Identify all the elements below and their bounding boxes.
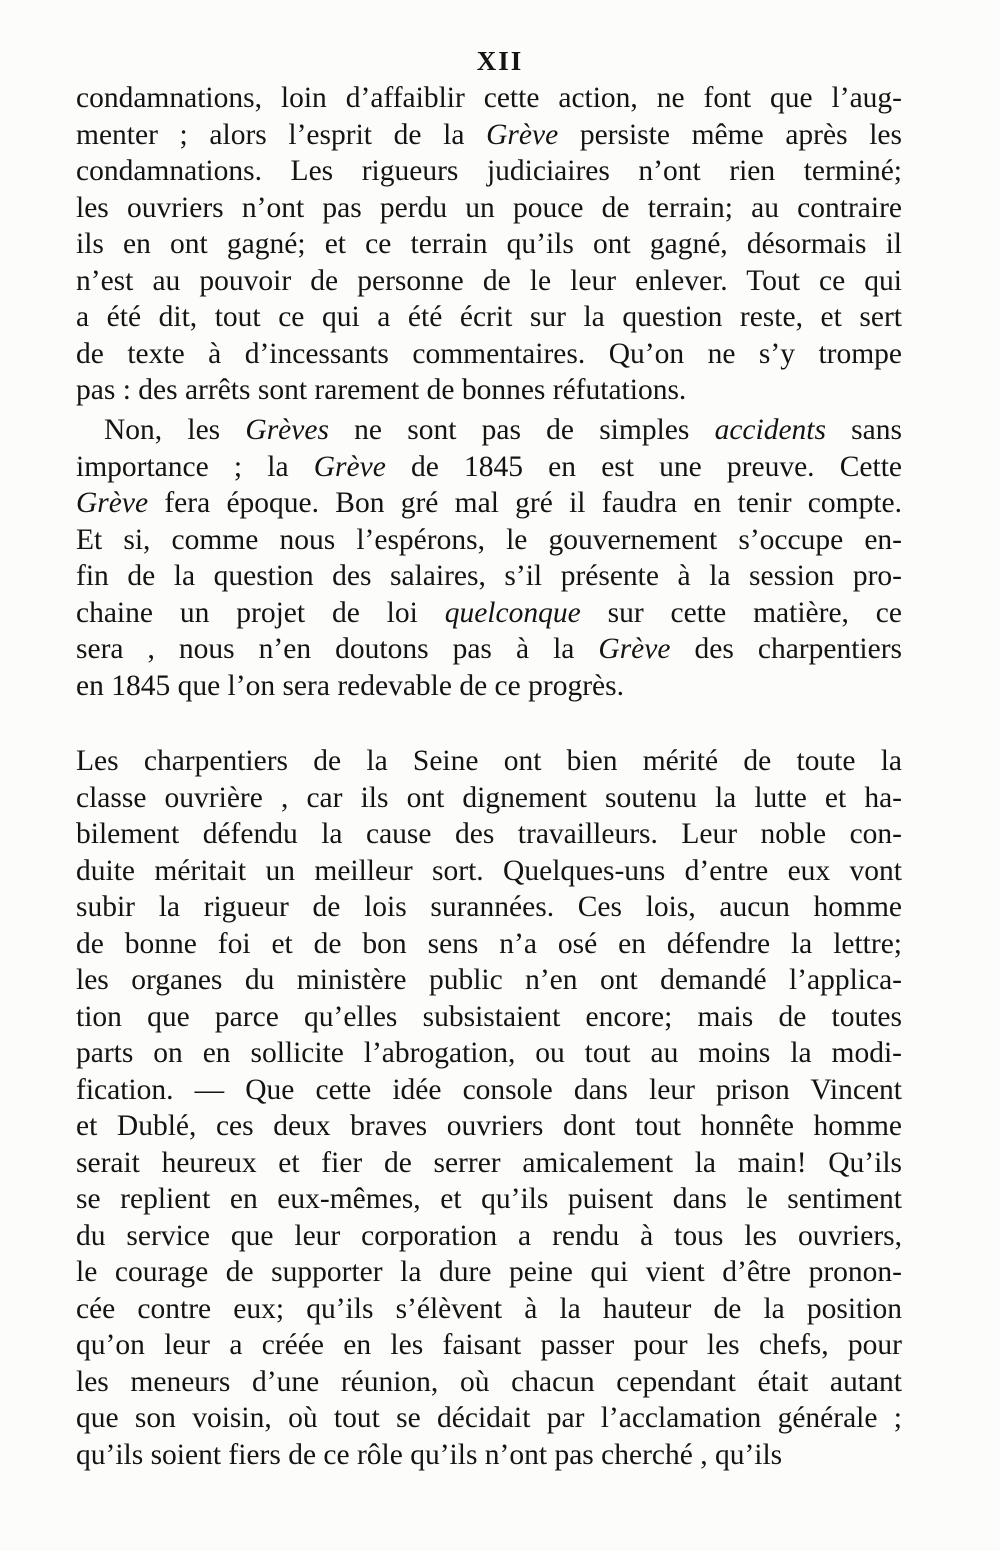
text-line xyxy=(76,80,902,117)
text-run: duite méritait un meilleur sort. Quelques-uns d’entre eux vont xyxy=(76,854,902,887)
text-line xyxy=(76,1181,902,1218)
text-line xyxy=(76,668,902,705)
text-run: fication. — Que cette idée console dans leur prison Vincent xyxy=(76,1073,902,1106)
text-line xyxy=(76,1145,902,1182)
text-run: ne sont pas de simples xyxy=(328,414,715,446)
text-run: condamnations. Les rigueurs judiciaires n’ont rien terminé; xyxy=(76,155,902,187)
text-run: du service que leur corporation a rendu à tous les ouvriers, xyxy=(76,1219,902,1252)
text-run: Les charpentiers de la Seine ont bien mérité de toute la xyxy=(76,745,902,777)
text-run: condamnations, loin d’affaiblir cette action, ne font que l’aug- xyxy=(76,82,902,114)
text-line xyxy=(76,372,902,409)
text-run: se replient en eux-mêmes, et qu’ils puisent dans le sentiment xyxy=(76,1183,902,1215)
paragraph-1 xyxy=(76,80,902,409)
text-run: que son voisin, où tout se décidait par l’acclamation générale ; xyxy=(76,1402,902,1434)
text-run: bilement défendu la cause des travailleurs. Leur noble con- xyxy=(76,818,902,850)
text-line xyxy=(76,117,902,154)
text-run: fin de la question des salaires, s’il présente à la session pro- xyxy=(76,560,902,592)
text-line xyxy=(76,449,902,486)
text-line xyxy=(76,1254,902,1291)
text-run: de bonne foi et de bon sens n’a osé en défendre la lettre; xyxy=(76,927,902,960)
text-run: et Dublé, ces deux braves ouvriers dont tout honnête homme xyxy=(76,1110,902,1142)
text-line xyxy=(76,743,902,780)
text-line xyxy=(76,558,902,595)
text-line xyxy=(76,263,902,300)
text-run: pas : des arrêts sont rarement de bonnes réfutations. xyxy=(76,374,687,406)
text-run: Non, les xyxy=(104,414,246,446)
text-run: a été dit, tout ce qui a été écrit sur la question reste, et sert xyxy=(76,301,902,333)
text-run: Et si, comme nous l’espérons, le gouvernement s’occupe en- xyxy=(76,523,902,556)
paragraph-2 xyxy=(76,412,902,704)
text-run: parts on en sollicite l’abrogation, ou tout au moins la modi- xyxy=(76,1037,902,1069)
text-run: cée contre eux; qu’ils s’élèvent à la hauteur de la position xyxy=(76,1292,902,1325)
text-line xyxy=(76,1108,902,1145)
text-run: menter ; alors l’esprit de la xyxy=(76,118,487,151)
italic-word: Grève xyxy=(598,633,671,665)
text-run: les ouvriers n’ont pas perdu un pouce de terrain; au contraire xyxy=(76,191,902,224)
text-line xyxy=(76,522,902,559)
text-run: de 1845 en est une preuve. Cette xyxy=(385,450,902,483)
text-line xyxy=(76,780,902,817)
text-run: tion que parce qu’elles subsistaient encore; mais de toutes xyxy=(76,1000,902,1033)
text-run: sur cette matière, ce xyxy=(580,596,902,629)
text-run: sera , nous n’en doutons pas à la xyxy=(76,633,599,665)
italic-word: Grève xyxy=(76,487,149,519)
text-run: serait heureux et fier de serrer amicalement la main! Qu’ils xyxy=(76,1146,902,1179)
text-line xyxy=(76,299,902,336)
italic-word: accidents xyxy=(714,414,826,446)
text-line xyxy=(76,631,902,668)
text-run: classe ouvrière , car ils ont dignement soutenu la lutte et ha- xyxy=(76,781,902,814)
text-run: subir la rigueur de lois surannées. Ces lois, aucun homme xyxy=(76,891,902,923)
italic-word: Grèves xyxy=(245,414,329,446)
text-run: qu’on leur a créée en les faisant passer pour les chefs, pour xyxy=(76,1329,902,1361)
text-line xyxy=(76,595,902,632)
text-line xyxy=(76,1437,902,1474)
text-line xyxy=(76,1035,902,1072)
text-line xyxy=(76,1400,902,1437)
text-line xyxy=(76,999,902,1036)
text-line xyxy=(76,153,902,190)
text-run: persiste même après les xyxy=(558,118,903,151)
text-run: qu’ils soient fiers de ce rôle qu’ils n’ont pas cherché , qu’ils xyxy=(76,1438,783,1471)
text-line xyxy=(76,336,902,373)
text-line xyxy=(76,1072,902,1109)
italic-word: quelconque xyxy=(444,596,581,629)
italic-word: Grève xyxy=(486,118,559,151)
text-line xyxy=(76,889,902,926)
page-number: XII xyxy=(476,46,524,76)
text-line xyxy=(76,926,902,963)
text-line xyxy=(76,1218,902,1255)
text-run: chaine un projet de loi xyxy=(76,596,445,629)
text-run: fera époque. Bon gré mal gré il faudra en tenir compte. xyxy=(148,487,902,519)
text-run: les organes du ministère public n’en ont demandé l’applica- xyxy=(76,964,902,996)
text-line xyxy=(76,853,902,890)
text-run: en 1845 que l’on sera redevable de ce progrès. xyxy=(76,669,624,702)
text-run: sans xyxy=(825,414,902,446)
text-line xyxy=(76,485,902,522)
text-run: de texte à d’incessants commentaires. Qu’on ne s’y trompe xyxy=(76,337,902,370)
text-run: le courage de supporter la dure peine qui vient d’être pronon- xyxy=(76,1256,902,1288)
italic-word: Grève xyxy=(313,450,386,483)
text-line xyxy=(76,412,902,449)
text-line xyxy=(76,226,902,263)
text-run: n’est au pouvoir de personne de le leur enlever. Tout ce qui xyxy=(76,264,902,297)
text-line xyxy=(76,962,902,999)
text-line xyxy=(76,1327,902,1364)
text-run: importance ; la xyxy=(76,450,314,483)
text-line xyxy=(76,1291,902,1328)
text-line xyxy=(76,1364,902,1401)
text-run: ils en ont gagné; et ce terrain qu’ils ont gagné, désormais il xyxy=(76,228,902,260)
text-run: des charpentiers xyxy=(670,633,902,665)
text-line xyxy=(76,816,902,853)
paragraph-3 xyxy=(76,743,902,1473)
text-line xyxy=(76,190,902,227)
text-run: les meneurs d’une réunion, où chacun cependant était autant xyxy=(76,1365,902,1398)
